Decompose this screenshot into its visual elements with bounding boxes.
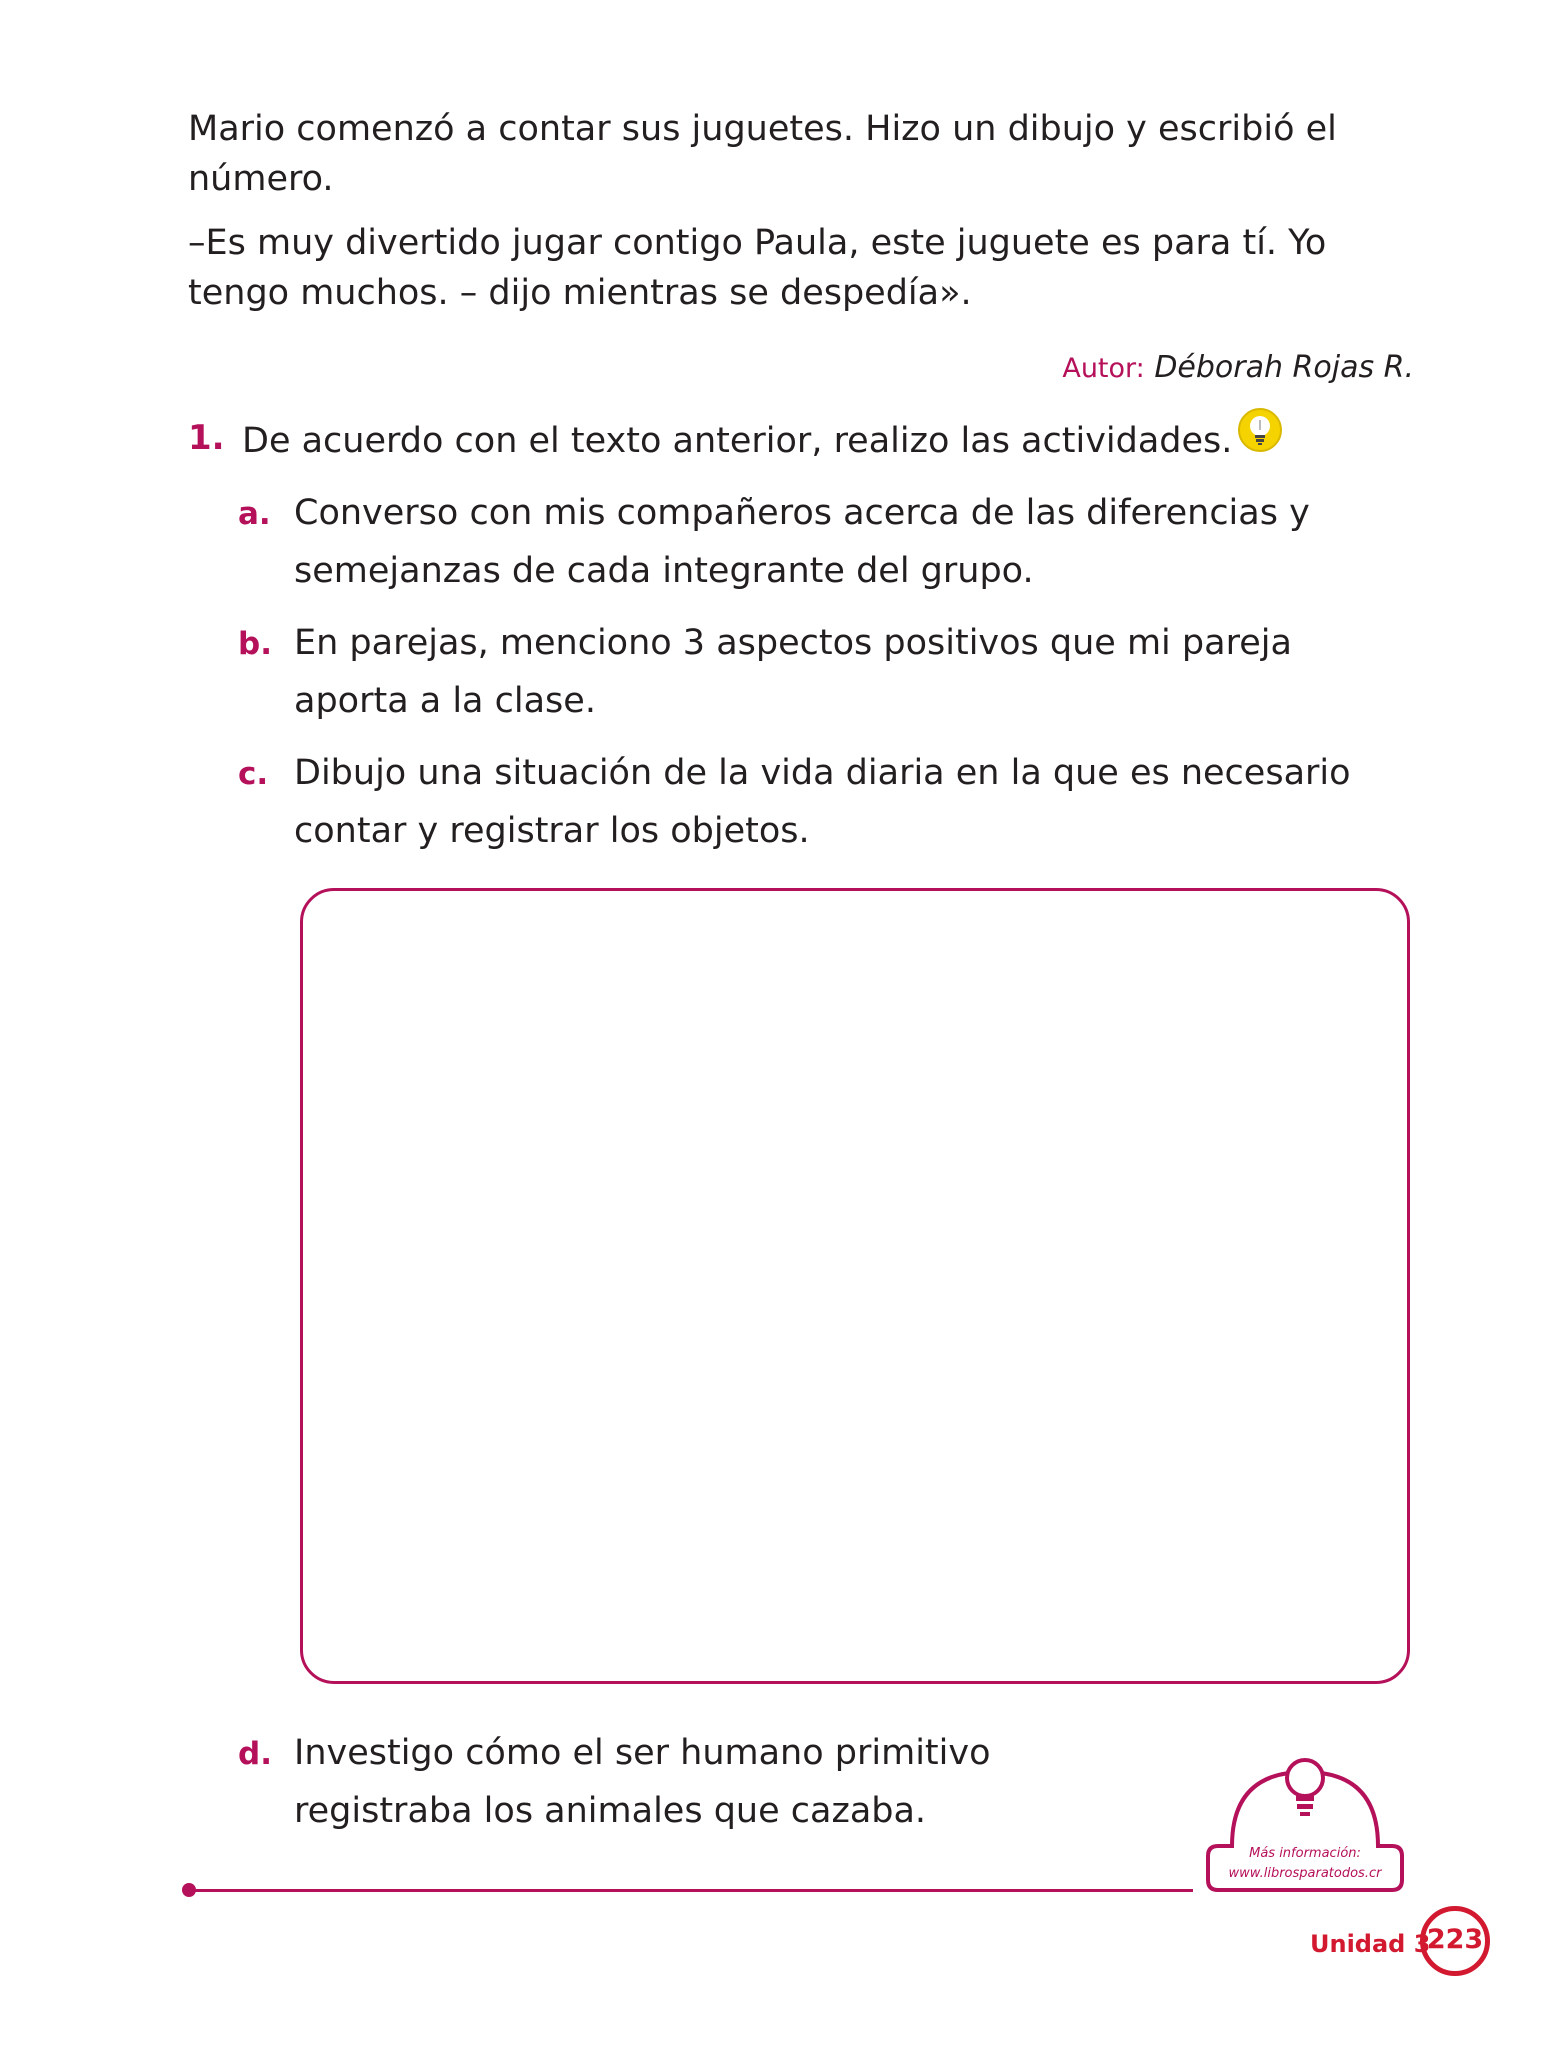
item-b-text: En parejas, menciono 3 aspectos positivos que mi pareja aporta a la clase.	[294, 623, 1292, 721]
activity-number: 1.	[188, 418, 225, 458]
story-paragraph-2: –Es muy divertido jugar contigo Paula, este juguete es para tí. Yo tengo muchos. – dijo mientras se despedía».	[188, 223, 1327, 313]
item-a-text: Converso con mis compañeros acerca de las diferencias y semejanzas de cada integrante del grupo.	[294, 493, 1310, 591]
more-info-label: Más información:	[1249, 1846, 1361, 1861]
item-c-letter: c.	[238, 756, 269, 792]
item-a-letter: a.	[238, 496, 271, 532]
more-info-url[interactable]: www.librosparatodos.cr	[1228, 1866, 1382, 1881]
item-d-letter: d.	[238, 1736, 272, 1772]
story-paragraph-1: Mario comenzó a contar sus juguetes. Hizo un dibujo y escribió el número.	[188, 109, 1337, 199]
activity-instruction: De acuerdo con el texto anterior, realizo las actividades.	[242, 421, 1233, 461]
author-label: Autor:	[1062, 353, 1145, 384]
footer-line	[188, 1889, 1193, 1892]
author-credit	[1062, 350, 1414, 385]
author-name: Déborah Rojas R.	[1154, 350, 1414, 385]
page-number: 223	[1420, 1906, 1490, 1976]
unit-label: Unidad 3	[1310, 1930, 1431, 1958]
lightbulb-icon	[1236, 406, 1284, 454]
item-c-text: Dibujo una situación de la vida diaria en la que es necesario contar y registrar los objetos.	[294, 753, 1351, 851]
item-b-letter: b.	[238, 626, 272, 662]
item-d-text: Investigo cómo el ser humano primitivo registraba los animales que cazaba.	[294, 1733, 991, 1831]
drawing-area[interactable]	[300, 888, 1410, 1684]
